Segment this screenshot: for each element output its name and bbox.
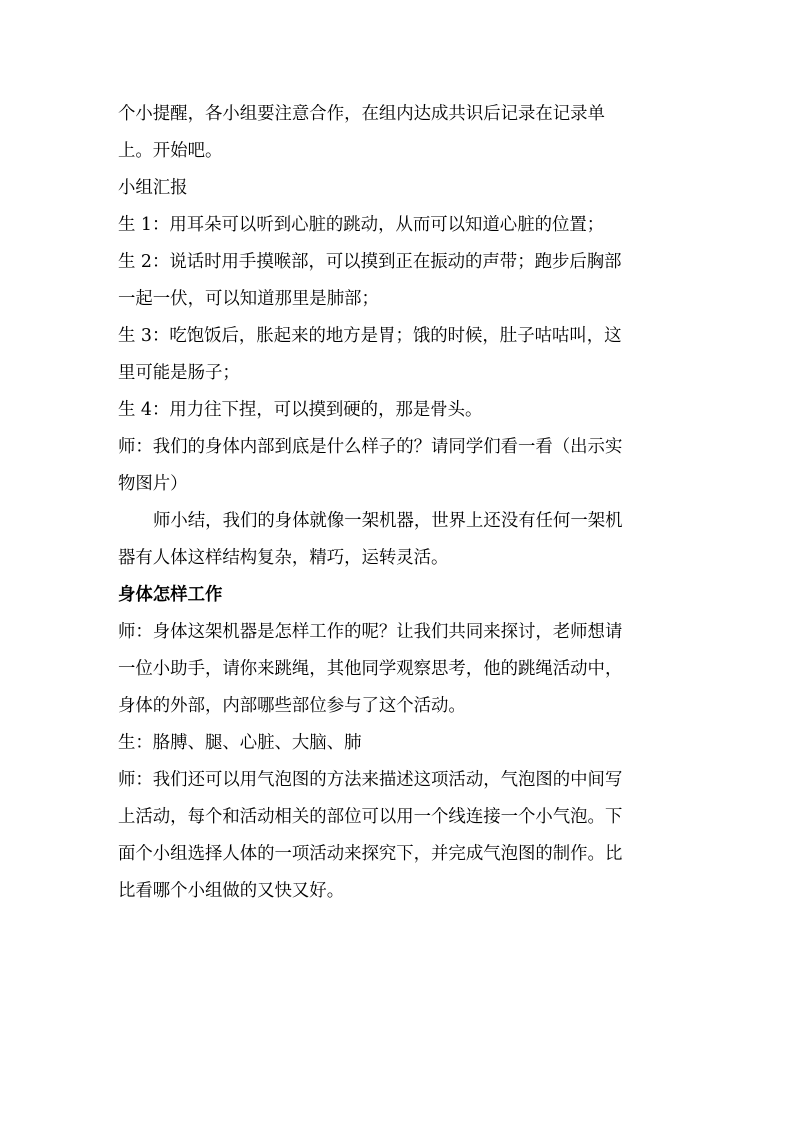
text-line: 生 4：用力往下捏，可以摸到硬的，那是骨头。 [118,400,483,420]
text-line: 身体的外部，内部哪些部位参与了这个活动。 [118,696,466,716]
text-line: 生 2：说话时用手摸喉部，可以摸到正在振动的声带；跑步后胸部 [118,252,622,272]
text-line: 生 3：吃饱饭后，胀起来的地方是胃；饿的时候，肚子咕咕叫，这 [118,326,622,346]
text-line: 一起一伏，可以知道那里是肺部； [118,289,379,309]
text-line: 里可能是肠子； [118,363,240,383]
text-line: 小组汇报 [118,178,188,198]
text-line: 上活动，每个和活动相关的部位可以用一个线连接一个小气泡。下 [118,807,623,827]
text-line: 生 1：用耳朵可以听到心脏的跳动，从而可以知道心脏的位置； [118,215,605,235]
text-line: 器有人体这样结构复杂，精巧，运转灵活。 [118,548,449,568]
text-line: 一位小助手，请你来跳绳，其他同学观察思考，他的跳绳活动中， [118,659,623,679]
document-page [118,96,678,910]
text-line: 面个小组选择人体的一项活动来探究下，并完成气泡图的制作。比 [118,844,623,864]
text-line: 物图片） [118,474,188,494]
text-line: 上。开始吧。 [118,141,223,161]
text-line: 师：我们还可以用气泡图的方法来描述这项活动，气泡图的中间写 [118,770,623,790]
text-line: 个小提醒，各小组要注意合作，在组内达成共识后记录在记录单 [118,104,605,124]
text-line: 师小结，我们的身体就像一架机器，世界上还没有任何一架机 [153,511,623,531]
text-line: 生：胳膊、腿、心脏、大脑、肺 [118,733,362,753]
section-heading: 身体怎样工作 [118,585,223,605]
text-line: 比看哪个小组做的又快又好。 [118,881,345,901]
text-line: 师：我们的身体内部到底是什么样子的？请同学们看一看（出示实 [118,437,623,457]
text-line: 师：身体这架机器是怎样工作的呢？让我们共同来探讨，老师想请 [118,622,623,642]
